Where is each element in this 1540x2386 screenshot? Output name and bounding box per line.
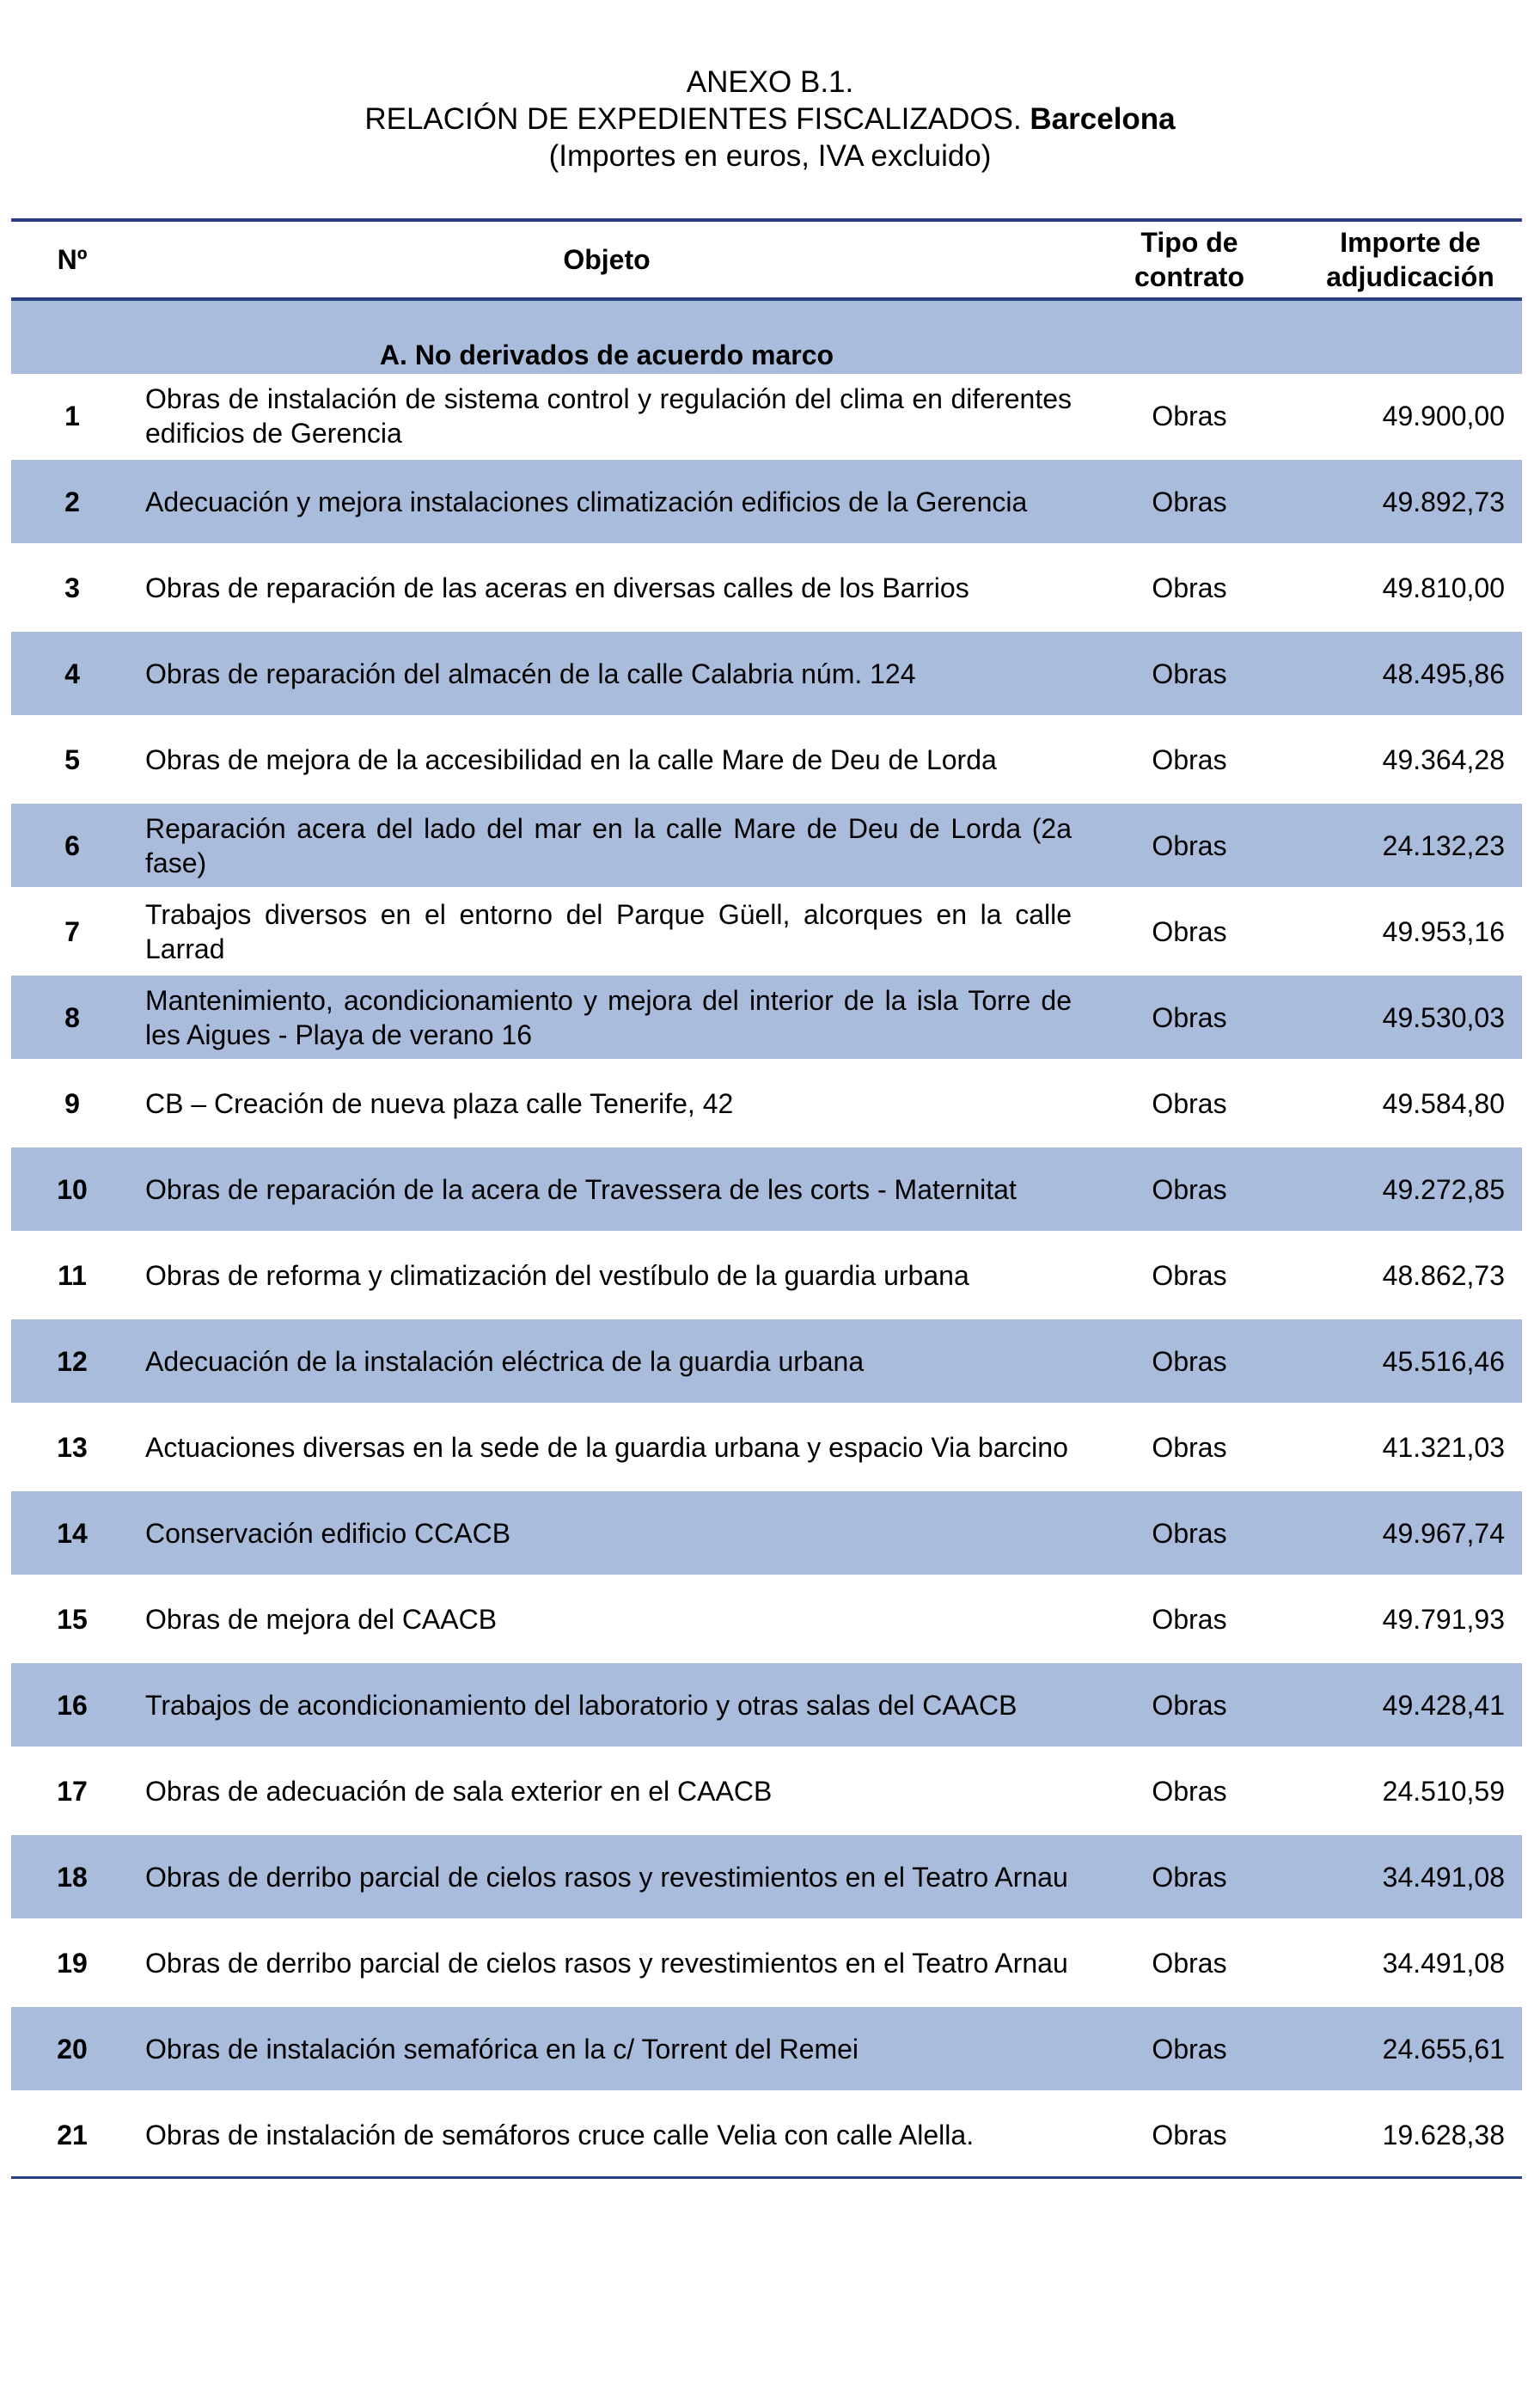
table-row: [11, 1748, 1522, 1834]
table-row: [11, 1233, 1522, 1318]
cell-objeto: Mantenimiento, acondicionamiento y mejora del interior de la isla Torre de les Aigues - Playa de verano 16: [133, 975, 1080, 1061]
cell-num: 18: [11, 1834, 133, 1920]
cell-importe: 49.953,16: [1299, 889, 1522, 975]
cell-objeto: Obras de instalación de semáforos cruce calle Velia con calle Alella.: [133, 2092, 1080, 2178]
cell-importe: 49.791,93: [1299, 1576, 1522, 1662]
document-title: [0, 64, 1540, 174]
cell-tipo: Obras: [1080, 545, 1299, 631]
cell-num: 13: [11, 1404, 133, 1490]
table-row: [11, 631, 1522, 717]
cell-num: 2: [11, 459, 133, 545]
cell-num: 7: [11, 889, 133, 975]
cell-objeto: Trabajos diversos en el entorno del Parque Güell, alcorques en la calle Larrad: [133, 889, 1080, 975]
cell-tipo: Obras: [1080, 1061, 1299, 1147]
cell-objeto: Obras de reparación del almacén de la calle Calabria núm. 124: [133, 631, 1080, 717]
cell-tipo: Obras: [1080, 1920, 1299, 2006]
cell-importe: 48.495,86: [1299, 631, 1522, 717]
cell-objeto: Trabajos de acondicionamiento del laboratorio y otras salas del CAACB: [133, 1662, 1080, 1748]
cell-num: 3: [11, 545, 133, 631]
cell-tipo: Obras: [1080, 1404, 1299, 1490]
table-row: [11, 2006, 1522, 2092]
cell-tipo: Obras: [1080, 1490, 1299, 1576]
cell-tipo: Obras: [1080, 717, 1299, 803]
cell-importe: 41.321,03: [1299, 1404, 1522, 1490]
cell-tipo: Obras: [1080, 889, 1299, 975]
cell-objeto: Obras de mejora de la accesibilidad en la calle Mare de Deu de Lorda: [133, 717, 1080, 803]
cell-importe: 24.510,59: [1299, 1748, 1522, 1834]
cell-tipo: Obras: [1080, 1834, 1299, 1920]
cell-objeto: Obras de instalación de sistema control y regulación del clima en diferentes edificios de Gerencia: [133, 374, 1080, 459]
annex-title: ANEXO B.1.: [686, 65, 854, 99]
header-objeto: Objeto: [133, 220, 1080, 299]
cell-objeto: Obras de reparación de las aceras en diversas calles de los Barrios: [133, 545, 1080, 631]
header-tipo-line1: Tipo de: [1140, 227, 1238, 258]
cell-num: 19: [11, 1920, 133, 2006]
cell-importe: 49.810,00: [1299, 545, 1522, 631]
cell-importe: 49.900,00: [1299, 374, 1522, 459]
cell-tipo: Obras: [1080, 459, 1299, 545]
cell-importe: 45.516,46: [1299, 1318, 1522, 1404]
report-title-main: RELACIÓN DE EXPEDIENTES FISCALIZADOS.: [364, 102, 1022, 136]
cell-importe: 49.272,85: [1299, 1147, 1522, 1233]
cell-tipo: Obras: [1080, 631, 1299, 717]
table-row: [11, 1490, 1522, 1576]
table-row: [11, 1061, 1522, 1147]
table-row: [11, 374, 1522, 459]
cell-tipo: Obras: [1080, 975, 1299, 1061]
report-subtitle: (Importes en euros, IVA excluido): [548, 139, 992, 173]
cell-num: 10: [11, 1147, 133, 1233]
table-row: [11, 975, 1522, 1061]
table-row: [11, 1662, 1522, 1748]
cell-importe: 49.530,03: [1299, 975, 1522, 1061]
table-row: [11, 2092, 1522, 2178]
table-row: [11, 545, 1522, 631]
cell-importe: 49.364,28: [1299, 717, 1522, 803]
cell-num: 17: [11, 1748, 133, 1834]
table-row: [11, 1834, 1522, 1920]
cell-objeto: Obras de derribo parcial de cielos rasos y revestimientos en el Teatro Arnau: [133, 1834, 1080, 1920]
header-importe-line2: adjudicación: [1326, 261, 1494, 292]
table-row: [11, 459, 1522, 545]
cell-importe: 34.491,08: [1299, 1920, 1522, 2006]
cell-tipo: Obras: [1080, 1576, 1299, 1662]
section-spacer: [11, 299, 133, 374]
cell-num: 21: [11, 2092, 133, 2178]
cell-importe: 49.584,80: [1299, 1061, 1522, 1147]
cell-importe: 49.967,74: [1299, 1490, 1522, 1576]
cell-tipo: Obras: [1080, 2092, 1299, 2178]
table-row: [11, 803, 1522, 889]
section-row: [11, 299, 1522, 374]
report-title: [0, 101, 1540, 138]
header-tipo: [1080, 220, 1299, 299]
cell-objeto: Obras de reparación de la acera de Travessera de les corts - Maternitat: [133, 1147, 1080, 1233]
table-row: [11, 889, 1522, 975]
cell-importe: 19.628,38: [1299, 2092, 1522, 2178]
cell-objeto: Obras de instalación semafórica en la c/ Torrent del Remei: [133, 2006, 1080, 2092]
section-label: A. No derivados de acuerdo marco: [133, 299, 1080, 374]
cell-objeto: Actuaciones diversas en la sede de la guardia urbana y espacio Via barcino: [133, 1404, 1080, 1490]
cell-importe: 24.655,61: [1299, 2006, 1522, 2092]
cell-num: 11: [11, 1233, 133, 1318]
table-row: [11, 1920, 1522, 2006]
cell-tipo: Obras: [1080, 1662, 1299, 1748]
header-num: Nº: [11, 220, 133, 299]
cell-objeto: Obras de adecuación de sala exterior en el CAACB: [133, 1748, 1080, 1834]
cell-tipo: Obras: [1080, 1147, 1299, 1233]
cell-num: 8: [11, 975, 133, 1061]
cell-importe: 48.862,73: [1299, 1233, 1522, 1318]
cell-importe: 49.428,41: [1299, 1662, 1522, 1748]
cell-num: 15: [11, 1576, 133, 1662]
table-row: [11, 1576, 1522, 1662]
cell-objeto: Obras de reforma y climatización del vestíbulo de la guardia urbana: [133, 1233, 1080, 1318]
section-spacer: [1299, 299, 1522, 374]
table-row: [11, 1318, 1522, 1404]
cell-objeto: Obras de derribo parcial de cielos rasos y revestimientos en el Teatro Arnau: [133, 1920, 1080, 2006]
cell-num: 6: [11, 803, 133, 889]
table-row: [11, 1147, 1522, 1233]
cell-objeto: Adecuación y mejora instalaciones climatización edificios de la Gerencia: [133, 459, 1080, 545]
cell-tipo: Obras: [1080, 1748, 1299, 1834]
table-row: [11, 717, 1522, 803]
cell-num: 4: [11, 631, 133, 717]
cell-num: 16: [11, 1662, 133, 1748]
cell-num: 1: [11, 374, 133, 459]
cell-tipo: Obras: [1080, 803, 1299, 889]
cell-num: 9: [11, 1061, 133, 1147]
section-spacer: [1080, 299, 1299, 374]
cell-objeto: Adecuación de la instalación eléctrica de la guardia urbana: [133, 1318, 1080, 1404]
table-row: [11, 1404, 1522, 1490]
header-importe-line1: Importe de: [1340, 227, 1481, 258]
cell-tipo: Obras: [1080, 1318, 1299, 1404]
cell-tipo: Obras: [1080, 1233, 1299, 1318]
expedientes-table: [11, 218, 1522, 2179]
header-tipo-line2: contrato: [1134, 261, 1244, 292]
cell-importe: 34.491,08: [1299, 1834, 1522, 1920]
cell-num: 14: [11, 1490, 133, 1576]
cell-importe: 49.892,73: [1299, 459, 1522, 545]
cell-objeto: CB – Creación de nueva plaza calle Tenerife, 42: [133, 1061, 1080, 1147]
cell-objeto: Reparación acera del lado del mar en la calle Mare de Deu de Lorda (2a fase): [133, 803, 1080, 889]
table-header-row: [11, 220, 1522, 299]
cell-num: 5: [11, 717, 133, 803]
report-title-city: Barcelona: [1030, 102, 1176, 136]
cell-objeto: Obras de mejora del CAACB: [133, 1576, 1080, 1662]
table-body: [11, 299, 1522, 2178]
cell-tipo: Obras: [1080, 2006, 1299, 2092]
cell-num: 20: [11, 2006, 133, 2092]
header-importe: [1299, 220, 1522, 299]
cell-tipo: Obras: [1080, 374, 1299, 459]
cell-num: 12: [11, 1318, 133, 1404]
cell-importe: 24.132,23: [1299, 803, 1522, 889]
cell-objeto: Conservación edificio CCACB: [133, 1490, 1080, 1576]
